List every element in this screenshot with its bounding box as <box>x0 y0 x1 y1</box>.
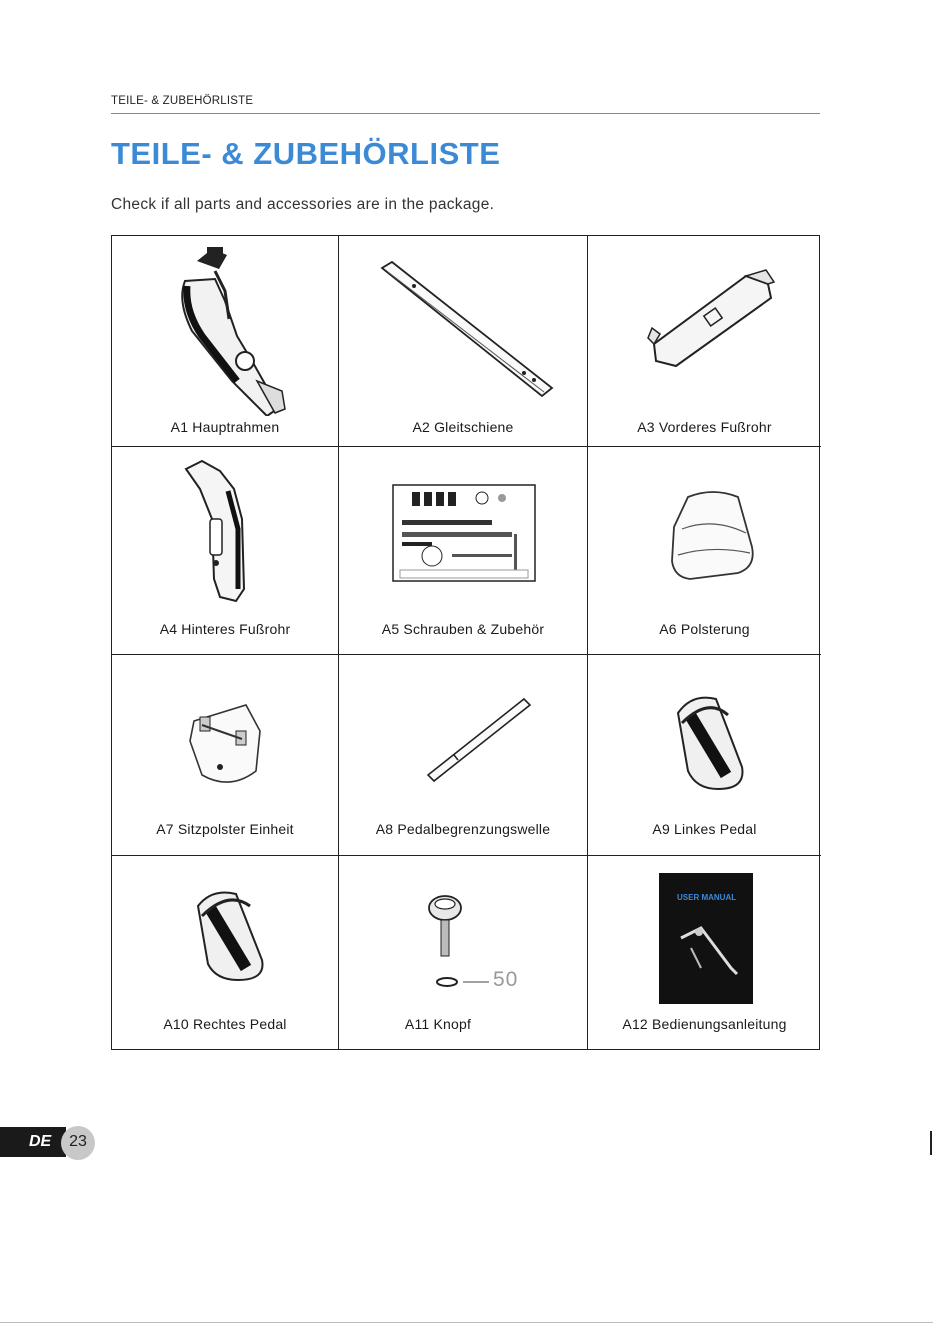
part-label-a1: A1 Hauptrahmen <box>170 419 280 435</box>
user-manual-icon <box>659 873 753 1004</box>
manual-cover-title: USER MANUAL <box>677 893 737 902</box>
part-label-a9: A9 Linkes Pedal <box>652 821 757 837</box>
left-pedal-icon <box>668 693 748 793</box>
part-label-a5: A5 Schrauben & Zubehör <box>381 621 545 637</box>
part-label-a10: A10 Rechtes Pedal <box>163 1016 287 1032</box>
language-code: DE <box>29 1133 52 1150</box>
bottom-rule <box>0 1322 933 1323</box>
part-cell-a8 <box>339 655 588 856</box>
part-label-a4: A4 Hinteres Fußrohr <box>159 621 291 637</box>
running-header: TEILE- & ZUBEHÖRLISTE <box>111 95 254 107</box>
pedal-shaft-icon <box>424 695 534 785</box>
front-foot-tube-icon <box>646 266 776 376</box>
hardware-kit-icon <box>392 484 536 582</box>
part-label-a2: A2 Gleitschiene <box>412 419 514 435</box>
part-cell-a4 <box>112 447 339 655</box>
part-label-a8: A8 Pedalbegrenzungswelle <box>375 821 551 837</box>
part-cell-a7 <box>112 655 339 856</box>
part-label-a11: A11 Knopf <box>404 1016 472 1032</box>
knob-count: 50 <box>493 968 519 991</box>
part-cell-a5 <box>339 447 588 655</box>
parts-table <box>111 235 820 1050</box>
part-label-a6: A6 Polsterung <box>659 621 750 637</box>
edge-mark <box>930 1131 932 1155</box>
right-pedal-icon <box>188 888 268 984</box>
part-cell-a6 <box>588 447 821 655</box>
part-cell-a12 <box>588 856 821 1050</box>
part-label-a7: A7 Sitzpolster Einheit <box>156 821 294 837</box>
page-subtitle: Check if all parts and accessories are in the package. <box>111 196 495 213</box>
part-label-a12: A12 Bedienungsanleitung <box>622 1016 787 1032</box>
part-cell-a1 <box>112 236 339 447</box>
main-frame-icon <box>157 241 297 416</box>
part-cell-a10 <box>112 856 339 1050</box>
knob-icon <box>425 894 465 994</box>
seat-cushion-icon <box>668 487 758 587</box>
part-cell-a11 <box>339 856 588 1050</box>
page-number: 23 <box>69 1133 87 1150</box>
part-cell-a2 <box>339 236 588 447</box>
slide-rail-icon <box>374 258 554 408</box>
washer-dash-icon <box>463 980 489 984</box>
header-rule <box>111 113 820 114</box>
seat-unit-icon <box>180 701 270 791</box>
part-label-a3: A3 Vorderes Fußrohr <box>637 419 772 435</box>
part-cell-a3 <box>588 236 821 447</box>
page-title: TEILE- & ZUBEHÖRLISTE <box>111 136 501 171</box>
part-cell-a9 <box>588 655 821 856</box>
rear-foot-tube-icon <box>180 459 260 609</box>
manual-cover-image <box>671 918 741 978</box>
